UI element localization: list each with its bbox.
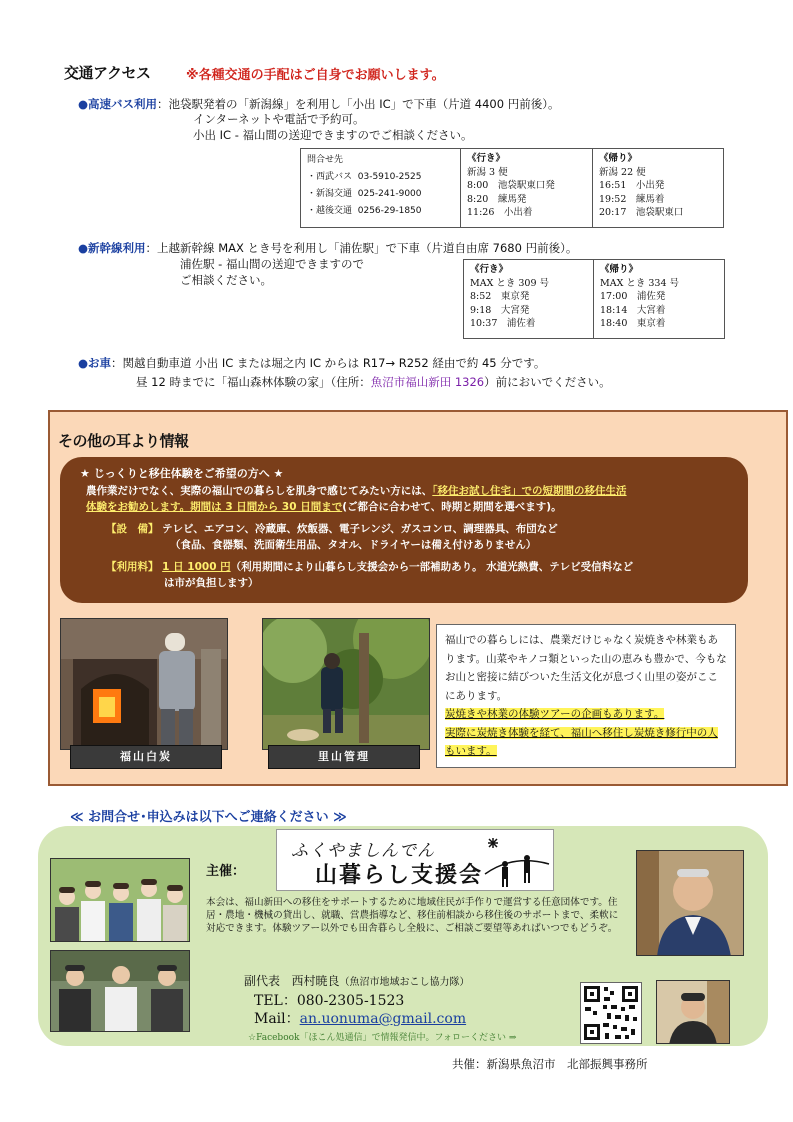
info-title: その他の耳より情報: [58, 432, 189, 450]
bus-return: 《帰り》 新潟 22 便 16:51 小出発 19:52 練馬着 20:17 池袋駅東口: [599, 153, 684, 218]
address-text: 魚沼市福山新田 1326: [370, 375, 485, 389]
contacts-title: 問合せ先: [307, 155, 344, 165]
satoyama-photo: [262, 618, 430, 750]
tel-number[interactable]: 080-2305-1523: [296, 993, 405, 1009]
staff-photo: [656, 980, 730, 1044]
shinkansen-outbound: 《行き》 MAX とき 309 号 8:52 東京発 9:18 大宮発 10:37 浦佐着: [464, 260, 594, 338]
car-text-1: ：関越自動車道 小出 IC または堀之内 IC からは R17→ R252 経由で約 45 分です。: [111, 356, 546, 370]
group-photo-young: [50, 858, 190, 942]
contact-row: ・新潟交通 025-241-9000: [307, 189, 422, 199]
contact-heading: ≪ お問合せ･申込みは以下へご連絡ください ≫: [70, 810, 347, 825]
facebook-note: ☆Facebook「ほこん処通信」で情報発信中。フォローください ⇒: [248, 1033, 517, 1043]
panel-line-2: 体験をお勧めします。期間は 3 日間から 30 日間まで(ご都合に合わせて、時期と期間を選べます)。: [86, 501, 562, 513]
charcoal-caption: 福山白炭: [70, 745, 222, 769]
bus-text-1: ：池袋駅発着の「新潟線」を利用し「小出 IC」で下車（片道 4400 円前後）。: [157, 97, 560, 111]
group-young-illustration: [51, 859, 190, 942]
panel-equipment-note: （食品、食器類、洗面衛生用品、タオル、ドライヤーは備え付けありません）: [170, 539, 537, 551]
charcoal-kiln-photo: [60, 618, 228, 750]
card-highlight-2: 実際に炭焼き体験を経て、福山へ移住し炭焼き修行中の人もいます。: [445, 726, 718, 757]
bullet-dot-icon: ●: [78, 356, 89, 370]
shinkansen-line-2: 浦佐駅 - 福山間の送迎できますので: [180, 257, 364, 271]
mail-line: Mail：an.uonuma@gmail.com: [254, 1011, 467, 1027]
qr-code-icon: [581, 983, 641, 1043]
bus-outbound: 《行き》 新潟 3 便 8:00 池袋駅東口発 8:20 練馬発 11:26 小出着: [461, 149, 593, 227]
bus-line-1: [78, 96, 559, 112]
deputy-name: 西村暁良: [291, 974, 340, 988]
logo-line-1: ふくやましんでん: [291, 841, 435, 861]
org-description: 本会は、福山新田への移住をサポートするために地域住民が手作りで運営する任意団体です。住居・農地・機械の貸出し、就職、営農指導など、移住前相談から移住後のサポートまで、柔軟に対応できます。体験ツアー以外でも田舎暮らし全般に、ご相談ご要望等あればいつでもどうぞ。: [206, 897, 619, 935]
shinkansen-table: [463, 259, 725, 339]
shinkansen-line-3: ご相談ください。: [180, 273, 272, 287]
bus-info-table: [300, 148, 724, 228]
shinkansen-line-1: [78, 240, 577, 256]
car-line-2: 昼 12 時までに「福山森林体験の家」（住所：魚沼市福山新田 1326）前においでください。: [136, 375, 611, 389]
group-photo-elders: [50, 950, 190, 1032]
panel-equipment: 【設 備】 テレビ、エアコン、冷蔵庫、炊飯器、電子レンジ、ガスコンロ、調理器具、布団など: [106, 523, 558, 535]
deputy-role: （魚沼市地域おこし協力隊）: [339, 977, 470, 988]
host-label: 主催：: [206, 864, 246, 879]
satoyama-illustration: [263, 619, 430, 750]
logo-line-2: 山暮らし支援会: [315, 862, 484, 888]
contact-row: ・西武バス 03-5910-2525: [307, 172, 422, 182]
deputy-label: 副代表: [244, 974, 281, 988]
qr-code[interactable]: [580, 982, 642, 1044]
cohost-footer: 共催：新潟県魚沼市 北部振興事務所: [452, 1057, 648, 1071]
charcoal-kiln-illustration: [61, 619, 228, 750]
panel-fee: 【利用料】 1 日 1000 円（利用期間により山暮らし支援会から一部補助あり。 水道光熱費、テレビ受信料など: [106, 561, 634, 573]
bus-contacts: [301, 149, 461, 227]
shinkansen-label: 新幹線利用: [88, 241, 146, 255]
car-label: お車: [88, 356, 112, 370]
panel-fee-note: は市が負担します）: [164, 577, 259, 589]
contact-row: ・越後交通 0256-29-1850: [307, 206, 422, 216]
card-highlight-1: 炭焼きや林業の体験ツアーの企画もあります。: [445, 708, 665, 720]
deputy-line: [244, 972, 469, 989]
car-line-1: [78, 355, 545, 371]
group-elders-illustration: [51, 951, 190, 1032]
shinkansen-return: 《帰り》 MAX とき 334 号 17:00 浦佐発 18:14 大宮着 18:40 東京着: [600, 264, 680, 329]
hikers-logo-icon: [483, 834, 551, 888]
bullet-dot-icon: ●: [78, 241, 89, 255]
tel-line: TEL：080-2305-1523: [254, 993, 405, 1009]
panel-heading: ★ じっくりと移住体験をご希望の方へ ★: [80, 467, 284, 480]
card-body: 福山での暮らしには、農業だけじゃなく炭焼きや林業もあります。山菜やキノコ類といった山の恵みも豊かで、今もなお山と密接に結びついた生活文化が息づく山里の姿がここにあります。: [445, 634, 727, 702]
rural-life-card: [436, 624, 736, 768]
panel-line-1: 農作業だけでなく、実際の福山での暮らしを肌身で感じてみたい方には、「移住お試し住宅」での短期間の移住生活: [86, 485, 627, 497]
mail-link[interactable]: an.uonuma@gmail.com: [299, 1011, 467, 1027]
bus-label: 高速バス利用: [88, 97, 158, 111]
bus-line-2: インターネットや電話で予約可。: [193, 112, 365, 126]
satoyama-caption: 里山管理: [268, 745, 420, 769]
access-note: ※各種交通の手配はご自身でお願いします。: [186, 68, 445, 83]
access-title: 交通アクセス: [64, 64, 151, 82]
representative-photo: [636, 850, 744, 956]
representative-illustration: [637, 851, 744, 956]
bullet-dot-icon: ●: [78, 97, 89, 111]
trial-living-panel: [60, 457, 748, 603]
org-logo: [276, 829, 554, 891]
bus-line-3: 小出 IC - 福山間の送迎できますのでご相談ください。: [193, 128, 473, 142]
shinkansen-text-1: ：上越新幹線 MAX とき号を利用し「浦佐駅」で下車（片道自由席 7680 円前後）。: [145, 241, 578, 255]
staff-illustration: [657, 981, 730, 1044]
